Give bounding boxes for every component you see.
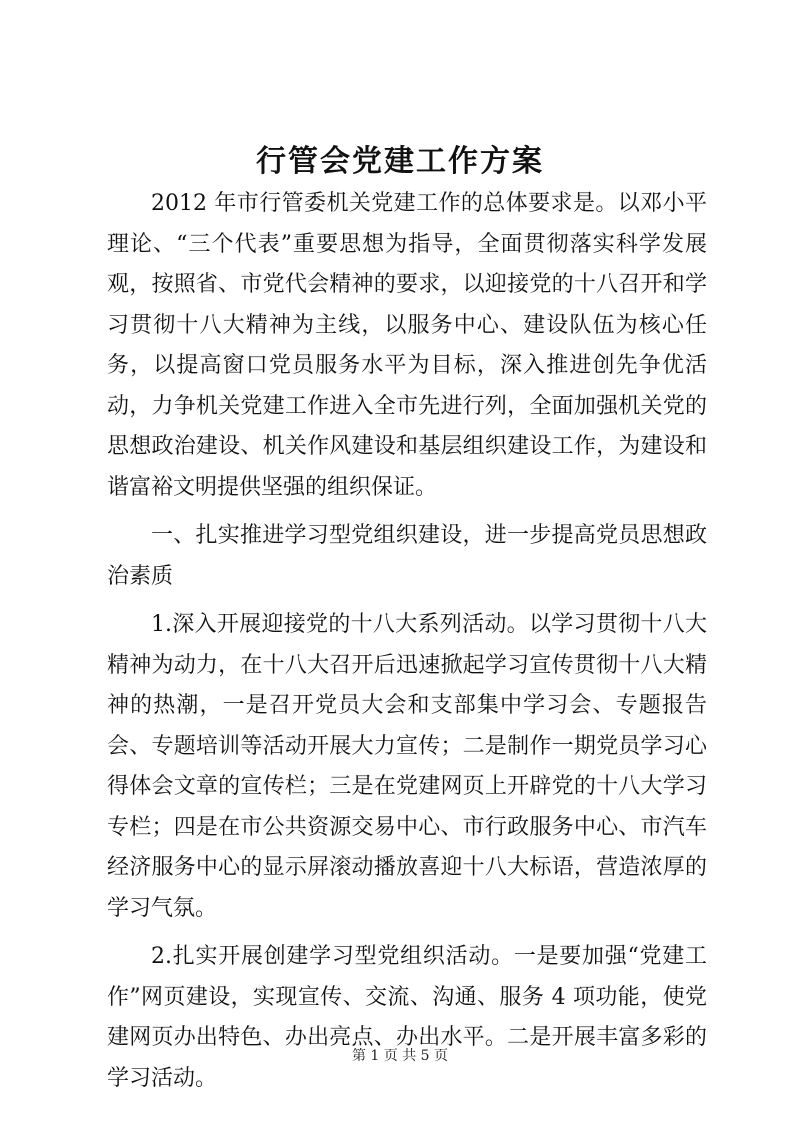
section-heading-1: 一、扎实推进学习型党组织建设，进一步提高党员思想政治素质 bbox=[107, 523, 707, 589]
item-paragraph-2: 2.扎实开展创建学习型党组织活动。一是要加强“党建工作”网页建设，实现宣传、交流、沟通、服务 4 项功能，使党建网页办出特色、办出亮点、办出水平。二是开展丰富多彩的学习活动。 bbox=[107, 944, 707, 1091]
item-paragraph-1: 1.深入开展迎接党的十八大系列活动。以学习贯彻十八大精神为动力，在十八大召开后迅速掀起学习宣传贯彻十八大精神的热潮，一是召开党员大会和支部集中学习会、专题报告会、专题培训等活动开展大力宣传；二是制作一期党员学习心得体会文章的宣传栏；三是在党建网页上开辟党的十八大学习专栏；四是在市公共资源交易中心、市行政服务中心、市汽车经济服务中心的显示屏滚动播放喜迎十八大标语，营造浓厚的学习气氛。 bbox=[107, 612, 707, 921]
page-footer: 第 1 页 共 5 页 bbox=[351, 1048, 449, 1064]
document-title: 行管会党建工作方案 bbox=[256, 144, 544, 179]
document-body bbox=[107, 184, 707, 1099]
intro-paragraph: 2012 年市行管委机关党建工作的总体要求是。以邓小平理论、“三个代表”重要思想为指导，全面贯彻落实科学发展观，按照省、市党代会精神的要求，以迎接党的十八召开和学习贯彻十八大精神为主线，以服务中心、建设队伍为核心任务，以提高窗口党员服务水平为目标，深入推进创先争优活动，力争机关党建工作进入全市先进行列，全面加强机关党的思想政治建设、机关作风建设和基层组织建设工作，为建设和谐富裕文明提供坚强的组织保证。 bbox=[107, 191, 707, 500]
